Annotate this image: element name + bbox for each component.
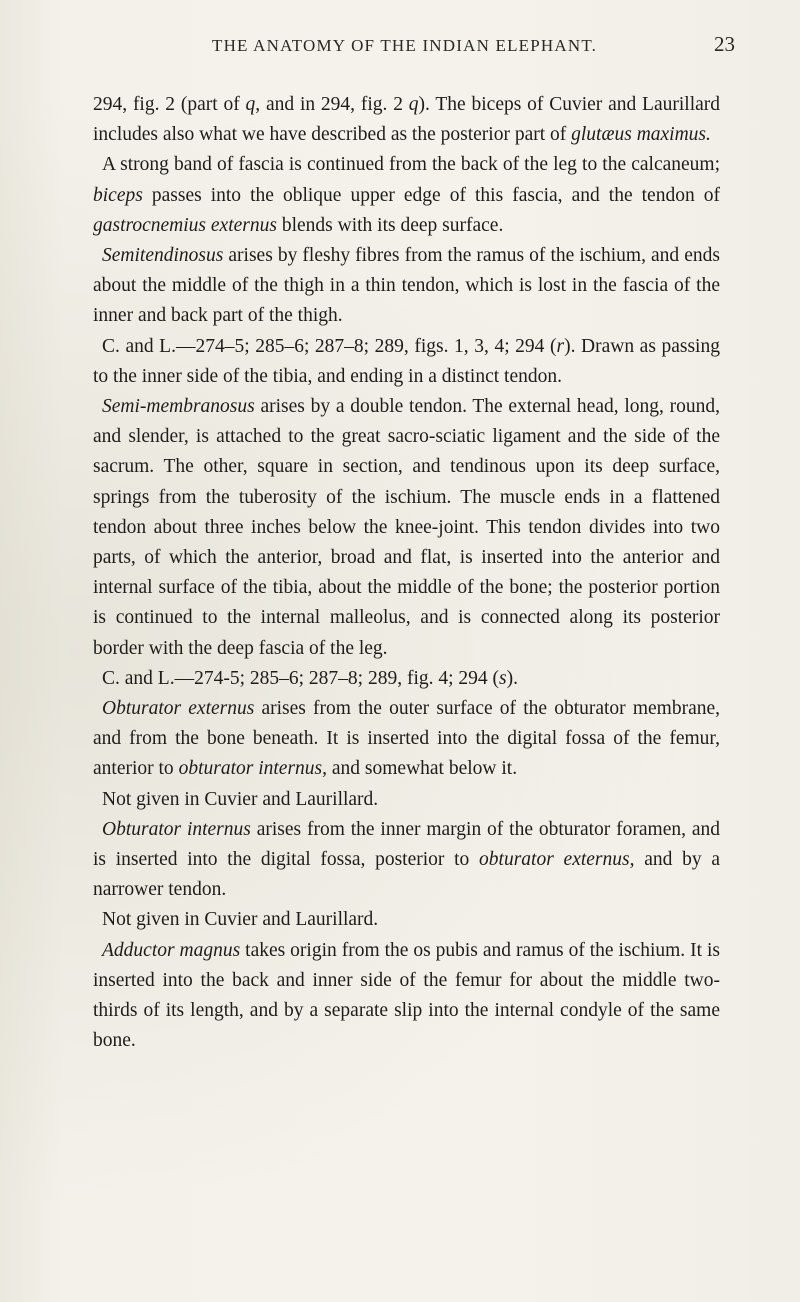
text-run: passes into the oblique upper edge of this fascia, and the tendon of	[142, 184, 720, 206]
text-run: Not given in Cuvier and Laurillard.	[102, 909, 379, 931]
italic-term: glutæus maximus.	[571, 124, 711, 146]
text-run: arises by a double tendon. The external head, long, round, and slender, is attached to the great sacro-sciatic ligament and the side of the sacrum. The other, square in section, and tendinous upon its deep surface, springs from the tuberosity of the ischium. The muscle ends in a flattened tendon about three inches below the knee-joint. This tendon divides into two parts, of which the anterior, broad and flat, is inserted into the anterior and internal surface of the tibia, about the middle of the bone; the posterior portion is continued to the internal malleolus, and is connected along its posterior border with the deep fascia of the leg.	[93, 396, 720, 659]
paragraph	[93, 785, 720, 815]
italic-term: Semi-membranosus	[102, 396, 255, 418]
text-run: C. and L.—274-5; 285–6; 287–8; 289, fig. 4; 294 (	[102, 667, 500, 689]
italic-term: obturator externus,	[479, 849, 635, 871]
paragraph	[93, 694, 720, 785]
running-title: THE ANATOMY OF THE INDIAN ELEPHANT.	[212, 36, 598, 55]
italic-term: gastrocnemius externus	[93, 214, 277, 236]
italic-term: Adductor magnus	[102, 939, 241, 961]
italic-term: obturator internus,	[178, 758, 327, 780]
text-run: and somewhat below it.	[327, 758, 518, 780]
text-run: takes origin from the os pubis and ramus of the ischium. It is inserted into the back and inner side of the femur for about the middle two-thirds of its length, and by a separate slip into the internal condyle of the same bone.	[93, 939, 720, 1052]
text-run: arises from the inner margin of the obturator foramen, and is inserted into the digital fossa, posterior to	[93, 818, 720, 871]
italic-term: r	[556, 335, 565, 357]
text-run: arises from the outer surface of the obturator membrane, and from the bone beneath. It is inserted into the digital fossa of the femur, anterior to	[93, 698, 721, 780]
text-run: ). Drawn as passing to the inner side of the tibia, and ending in a distinct tendon.	[93, 335, 720, 387]
paragraph	[93, 664, 720, 694]
text-run: ).	[506, 667, 518, 689]
text-run: 294, fig. 2 (part of	[93, 94, 246, 115]
paragraph	[93, 150, 720, 241]
text-run: , and in 294, fig. 2	[255, 94, 409, 115]
text-run: arises by fleshy fibres from the ramus of the ischium, and ends about the middle of the thigh in a thin tendon, which is lost in the fascia of the inner and back part of the thigh.	[93, 245, 720, 327]
paragraph	[93, 905, 720, 935]
italic-term: Obturator externus	[102, 698, 255, 720]
running-header	[0, 30, 800, 70]
paragraph	[93, 90, 720, 150]
paragraph	[93, 936, 720, 1057]
text-run: ). The biceps of Cuvier and Laurillard includes also what we have described as the posterior part of	[93, 94, 721, 146]
italic-term: q	[408, 94, 419, 115]
text-run: and by a narrower tendon.	[93, 849, 721, 901]
text-run: blends with its deep surface.	[276, 214, 504, 236]
italic-term: q	[245, 94, 256, 115]
italic-term: Obturator internus	[102, 818, 251, 840]
italic-term: Semitendinosus	[102, 245, 224, 267]
paragraph	[93, 241, 720, 332]
paragraph	[93, 392, 720, 664]
italic-term: biceps	[93, 184, 143, 206]
body-text	[93, 90, 720, 1057]
text-run: A strong band of fascia is continued from the back of the leg to the calcaneum;	[102, 154, 720, 176]
page-number: 23	[714, 32, 735, 56]
text-run: C. and L.—274–5; 285–6; 287–8; 289, figs. 1, 3, 4; 294 (	[102, 335, 557, 357]
paragraph	[93, 815, 720, 906]
text-run: Not given in Cuvier and Laurillard.	[102, 788, 379, 810]
italic-term: s	[499, 667, 507, 689]
paragraph	[93, 332, 720, 392]
